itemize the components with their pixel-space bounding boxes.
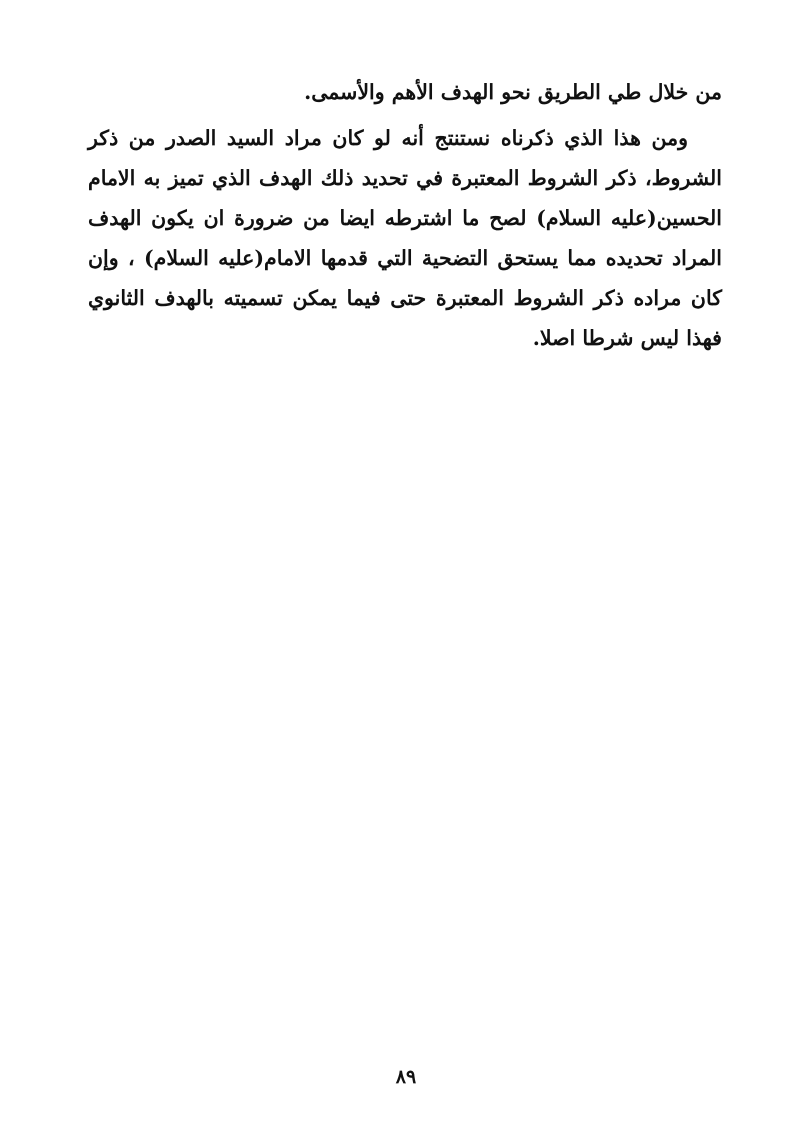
- page-number: ٨٩: [395, 1066, 417, 1088]
- paragraph-conclusion: ومن هذا الذي ذكرناه نستنتج أنه لو كان مراد السيد الصدر من ذكر الشروط، ذكر الشروط المعتبرة في تحديد ذلك الهدف الذي تميز به الامام الحسين(عليه السلام) لصح ما اشترطه ايضا من ضرورة ان يكون الهدف المراد تحديده مما يستحق التضحية التي قدمها الامام(عليه السلام) ، وإن كان مراده ذكر الشروط المعتبرة حتى فيما يمكن تسميته بالهدف الثانوي فهذا ليس شرطا اصلا.: [88, 126, 722, 350]
- paragraph-continuation: من خلال طي الطريق نحو الهدف الأهم والأسمى.: [304, 80, 722, 104]
- document-body: [88, 72, 722, 364]
